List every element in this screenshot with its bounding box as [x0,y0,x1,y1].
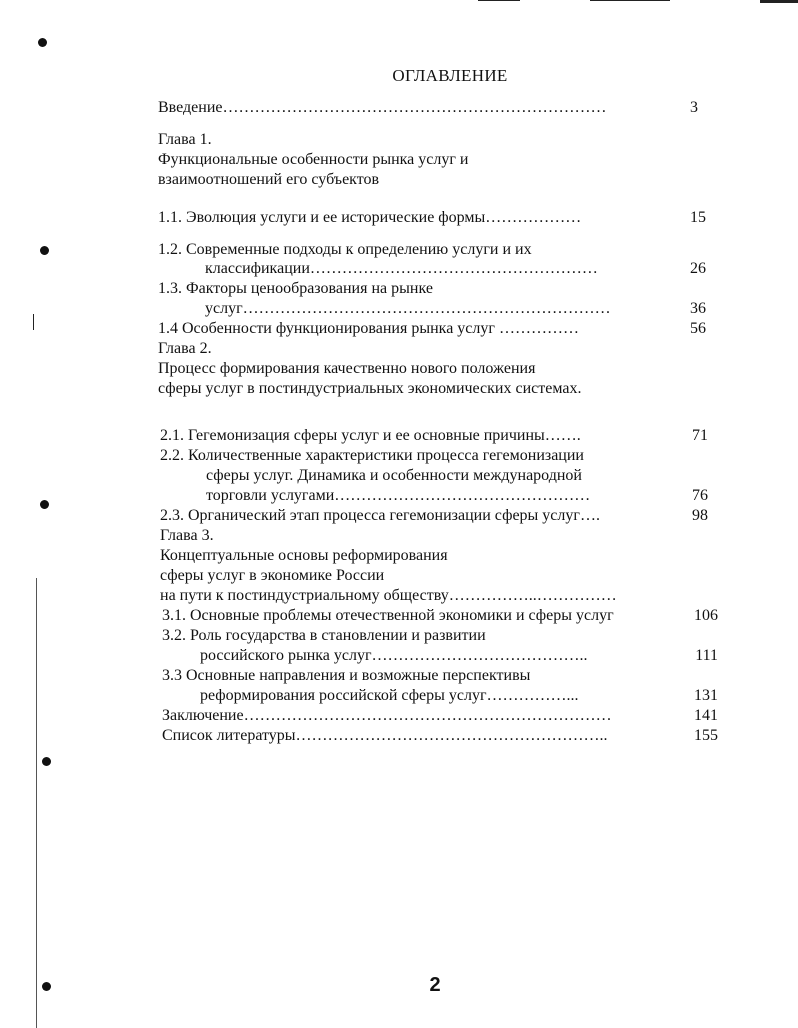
toc-entry-1-4: 1.4 Особенности функционирования рынка услуг …………… [158,320,579,337]
toc-page-2-2: 76 [692,487,708,504]
toc-entry-3-3-line2: реформирования российской сферы услуг……………... [200,687,579,704]
toc-page-intro: 3 [690,99,698,116]
toc-page-conclusion: 141 [694,707,718,724]
toc-page-1-1: 15 [690,209,706,226]
toc-page-2-3: 98 [692,507,708,524]
toc-entry-1-1: 1.1. Эволюция услуги и ее исторические формы……………… [158,209,582,226]
toc-entry-2-3: 2.3. Органический этап процесса гегемонизации сферы услуг…. [160,507,600,524]
toc-entry-1-2-line2: классификации……………………………………………… [205,260,598,277]
toc-entry-3-2-line2: российского рынка услуг………………………………….. [200,647,588,664]
toc-entry-3-2-line1: 3.2. Роль государства в становлении и развитии [162,627,486,644]
scan-mark-top-right [590,0,670,1]
toc-page-3-1: 106 [694,607,718,624]
toc-page-3-3: 131 [694,687,718,704]
page-number: 2 [429,974,441,996]
scan-mark-top [478,0,520,1]
toc-entry-3-1: 3.1. Основные проблемы отечественной экономики и сферы услуг [162,607,614,624]
toc-entry-2-2-line3: торговли услугами………………………………………… [206,487,591,504]
toc-page-3-2: 111 [695,647,718,664]
chapter3-label: Глава 3. [160,527,214,544]
chapter1-label: Глава 1. [158,131,212,148]
toc-page-1-2: 26 [690,260,706,277]
toc-entry-3-3-line1: 3.3 Основные направления и возможные перспективы [162,667,531,684]
scan-tick [33,314,34,330]
toc-page-1-4: 56 [690,320,706,337]
scan-edge-line [36,578,37,1028]
chapter2-label: Глава 2. [158,340,212,357]
toc-entry-intro: Введение……………………………………………………………… [158,99,607,116]
binder-hole [40,246,49,255]
toc-entry-1-3-line2: услуг…………………………………………………………… [205,300,611,317]
chapter3-title-line2: сферы услуг в экономике России [160,567,385,584]
chapter1-title-line2: взаимоотношений его субъектов [158,171,380,188]
binder-hole [42,757,51,766]
binder-hole [38,38,47,47]
chapter2-title-line1: Процесс формирования качественно нового положения [158,360,536,377]
toc-entry-2-2-line1: 2.2. Количественные характеристики процесса гегемонизации [160,447,584,464]
chapter3-title-line1: Концептуальные основы реформирования [160,547,448,564]
chapter2-title-line2: сферы услуг в постиндустриальных экономических системах. [158,380,582,397]
toc-entry-2-1: 2.1. Гегемонизация сферы услуг и ее основные причины……. [160,427,581,444]
chapter3-title-line3: на пути к постиндустриальному обществу……………..…………… [160,587,617,604]
toc-page-2-1: 71 [692,427,708,444]
toc-page-references: 155 [694,727,718,744]
toc-entry-references: Список литературы………………………………………………….. [162,727,608,744]
binder-hole [40,500,49,509]
chapter1-title-line1: Функциональные особенности рынка услуг и [158,151,469,168]
toc-entry-1-2-line1: 1.2. Современные подходы к определению услуги и их [158,241,532,258]
toc-title: ОГЛАВЛЕНИЕ [392,66,508,85]
toc-entry-2-2-line2: сферы услуг. Динамика и особенности международной [206,467,582,484]
toc-page-1-3: 36 [690,300,706,317]
toc-entry-conclusion: Заключение…………………………………………………………… [162,707,612,724]
scan-mark-corner [760,0,798,3]
toc-entry-1-3-line1: 1.3. Факторы ценообразования на рынке [158,280,433,297]
